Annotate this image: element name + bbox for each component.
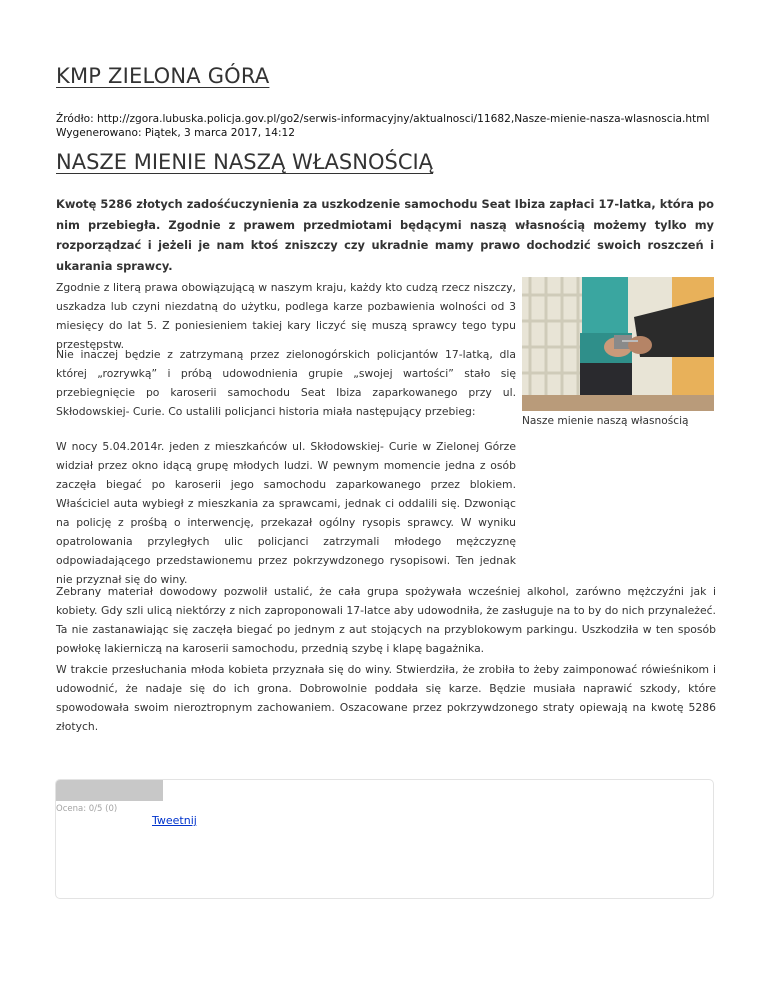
rating-stars[interactable] [56, 780, 163, 801]
article-photo[interactable] [522, 277, 714, 411]
article-paragraph-3: W nocy 5.04.2014r. jeden z mieszkańców ul. Skłodowskiej- Curie w Zielonej Górze widział przez okno idącą grupę młodych ludzi. W pewnym momencie jedna z osób zaczęła biegać po karoserii jego samochodu zaparkowanego przez blokiem. Właściciel auta wybiegł z mieszkania za sprawcami, jednak ci oddalili się. Dzwoniąc na policję z prośbą o interwencję, przekazał ogólny rysopis sprawcy. W wyniku opatrolowania przyległych ulic policjanci zatrzymali młodego mężczyznę odpowiadającego przedstawionemu przez pokrzywdzonego rysopisowi. Ten jednak nie przyznał się do winy. [56, 440, 516, 586]
source-url: Źródło: http://zgora.lubuska.policja.gov.pl/go2/serwis-informacyjny/aktualnosci/11682,Nasze-mienie-nasza-wlasnoscia.html [56, 113, 710, 125]
image-caption: Nasze mienie naszą własnością [522, 415, 689, 427]
article-lead: Kwotę 5286 złotych zadośćuczynienia za uszkodzenie samochodu Seat Ibiza zapłaci 17-latka, która po nim przebiegła. Zgodnie z prawem przedmiotami będącymi naszą własnością możemy tylko my rozporządzać i jeżeli je nam ktoś zniszczy czy ukradnie mamy prawo dochodzić swoich roszczeń i ukarania sprawcy. [56, 197, 714, 273]
rating-label: Ocena: 0/5 (0) [56, 804, 118, 814]
generated-date: Wygenerowano: Piątek, 3 marca 2017, 14:12 [56, 127, 296, 139]
article-paragraph-1: Zgodnie z literą prawa obowiązującą w naszym kraju, każdy kto cudzą rzecz niszczy, uszkadza lub czyni niezdatną do użytku, podlega karze pozbawienia wolności od 3 miesięcy do lat 5. Z poniesieniem takiej kary liczyć się muszą sprawcy tego typu przestępstw. [56, 281, 516, 351]
article-paragraph-2: Nie inaczej będzie z zatrzymaną przez zielonogórskich policjantów 17-latką, dla której „rozrywką” i próbą udowodnienia grupie „swojej wartości” stało się przebiegnięcie po karoserii samochodu Seat Ibiza zaparkowanego przy ul. Skłodowskiej- Curie. Co ustalili policjanci historia miała następujący przebieg: [56, 348, 516, 418]
tweet-link[interactable]: Tweetnij [152, 814, 197, 827]
rating-share-box [55, 779, 714, 899]
article-paragraph-4: Zebrany materiał dowodowy pozwolił ustalić, że cała grupa spożywała wcześniej alkohol, zarówno mężczyźni jak i kobiety. Gdy szli ulicą niektórzy z nich zaproponowali 17-latce aby udowodniła, że zasługuje na to by do nich przynależeć. Ta nie zastanawiając się zaczęła biegać po jednym z aut stojących na przyblokowym parkingu. Uszkodziła w ten sposób powłokę lakierniczą na karoserii samochodu, przednią szybę i klapę bagażnika. [56, 585, 716, 655]
site-title: KMP ZIELONA GÓRA [56, 64, 270, 88]
print-meta [56, 112, 710, 140]
article-title: NASZE MIENIE NASZĄ WŁASNOŚCIĄ [56, 150, 434, 174]
article-paragraph-5: W trakcie przesłuchania młoda kobieta przyznała się do winy. Stwierdziła, że zrobiła to żeby zaimponować rówieśnikom i udowodnić, że nadaje się do ich grona. Dobrowolnie poddała się karze. Będzie musiała naprawić szkody, które spowodowała swoim nieroztropnym zachowaniem. Oszacowane przez pokrzywdzonego straty opiewają na kwotę 5286 złotych. [56, 663, 716, 733]
article-figure [522, 277, 714, 427]
